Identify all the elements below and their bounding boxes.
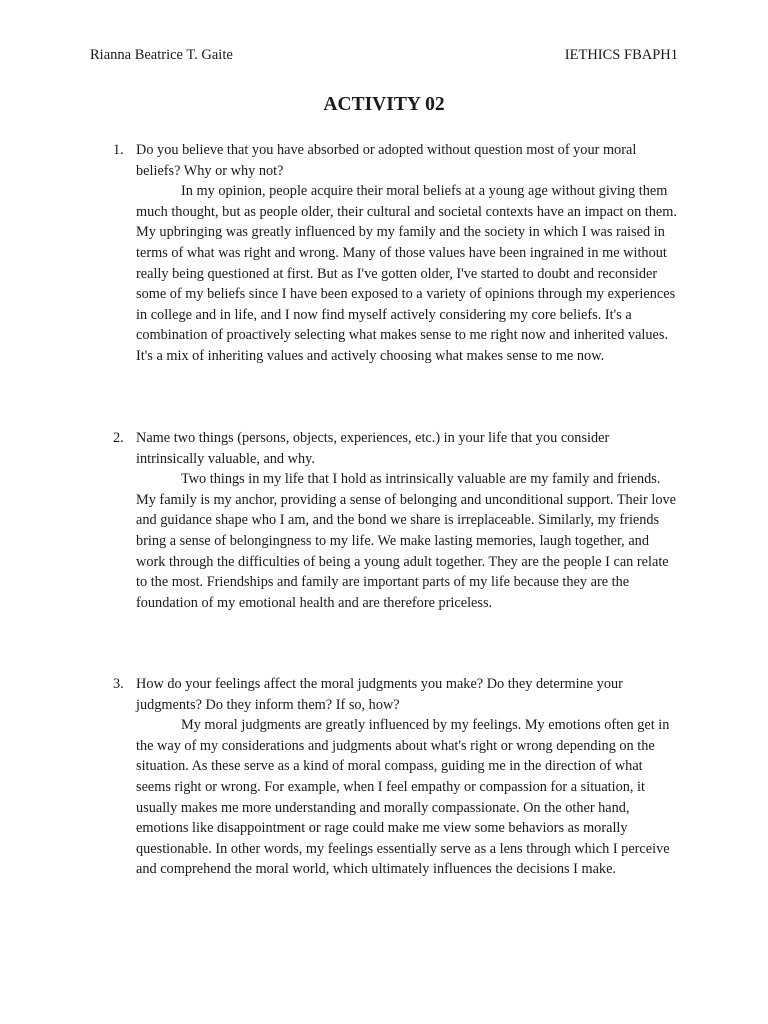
question-number: 3. [113, 676, 124, 692]
question-item-3 [113, 674, 678, 880]
question-text: How do your feelings affect the moral judgments you make? Do they determine your judgments? Do they inform them? If so, how? [136, 676, 623, 713]
page-title: ACTIVITY 02 [323, 94, 445, 115]
question-number: 2. [113, 430, 124, 446]
question-body [136, 674, 678, 880]
author-name: Rianna Beatrice T. Gaite [90, 47, 233, 63]
question-number: 1. [113, 142, 124, 158]
answer-text: In my opinion, people acquire their moral beliefs at a young age without giving them much thought, but as people older, their cultural and societal contexts have an impact on them. My upbringing was greatly influenced by my family and the society in which I was raised in terms of what was right and wrong. Many of those values have been ingrained in me without really being questioned at first. But as I've gotten older, I've started to doubt and reconsider some of my beliefs since I have been exposed to a variety of opinions through my experiences in college and in life, and I now find myself actively considering my core beliefs. It's a combination of proactively selecting what makes sense to me right now and inherited values. It's a mix of inheriting values and actively choosing what makes sense to me now. [136, 183, 677, 364]
course-code: IETHICS FBAPH1 [564, 47, 678, 63]
question-body [136, 428, 678, 613]
question-item-2 [113, 428, 678, 613]
answer-text: Two things in my life that I hold as intrinsically valuable are my family and friends. My family is my anchor, providing a sense of belonging and unconditional support. Their love and guidance shape who I am, and the bond we share is irreplaceable. Similarly, my friends bring a sense of belongingness to my life. We make lasting memories, laugh together, and work through the difficulties of being a young adult together. They are the people I can relate to the most. Friendships and family are important parts of my life because they are the foundation of my emotional health and are therefore priceless. [136, 471, 676, 611]
question-text: Do you believe that you have absorbed or adopted without question most of your moral beliefs? Why or why not? [136, 142, 637, 179]
question-item-1 [113, 140, 678, 367]
answer-text: My moral judgments are greatly influenced by my feelings. My emotions often get in the way of my considerations and judgments about what's right or wrong depending on the situation. As these serve as a kind of moral compass, guiding me in the direction of what seems right or wrong. For example, when I feel empathy or compassion for a situation, it usually makes me more understanding and morally compassionate. On the other hand, emotions like disappointment or rage could make me view some behaviors as morally questionable. In other words, my feelings essentially serve as a lens through which I perceive and comprehend the moral world, which ultimately influences the decisions I make. [136, 717, 670, 878]
question-text: Name two things (persons, objects, experiences, etc.) in your life that you consider intrinsically valuable, and why. [136, 430, 610, 467]
question-body [136, 140, 678, 367]
